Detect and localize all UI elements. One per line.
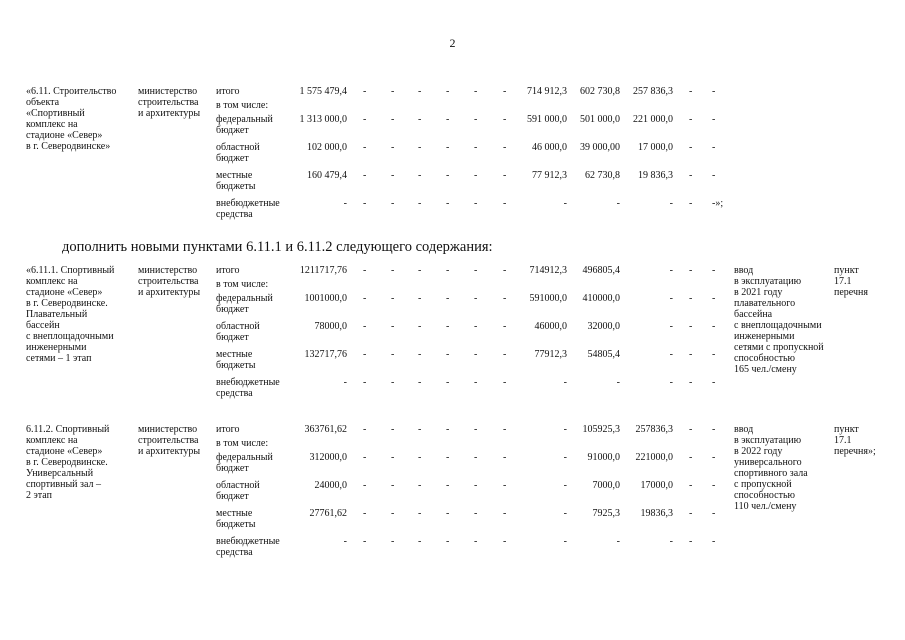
year-cell: - (446, 536, 450, 547)
item-name: бассейн (26, 320, 60, 331)
year-cell: - (689, 452, 693, 463)
year-cell: - (503, 114, 507, 125)
year-cell: - (712, 377, 716, 388)
reference: 17.1 (834, 435, 852, 446)
expected-result: спортивного зала (734, 468, 808, 479)
year-cell: - (391, 86, 395, 97)
year-cell: - (418, 198, 422, 209)
executor: и архитектуры (138, 287, 201, 298)
total-amount: 102 000,0 (307, 142, 347, 153)
expected-result: сетями с пропускной (734, 342, 824, 353)
year-cell: - (446, 321, 450, 332)
year-cell: - (363, 86, 367, 97)
expected-result: 165 чел./смену (734, 364, 797, 375)
amount-2020: 7000,0 (592, 480, 620, 491)
year-cell: - (474, 293, 478, 304)
year-cell: - (418, 377, 422, 388)
year-cell: - (363, 349, 367, 360)
item-name: «Спортивный (26, 108, 85, 119)
amount-2021: - (669, 293, 673, 304)
year-cell: - (446, 377, 450, 388)
amount-2021: 257 836,3 (633, 86, 673, 97)
year-cell: - (391, 377, 395, 388)
year-cell: - (712, 293, 716, 304)
amount-2019: - (563, 424, 567, 435)
amount-2019: 77912,3 (534, 349, 567, 360)
year-cell: - (503, 452, 507, 463)
total-amount: 312000,0 (309, 452, 347, 463)
executor: строительства (138, 97, 199, 108)
year-cell: - (712, 265, 716, 276)
item-name: Плавательный (26, 309, 88, 320)
year-cell: - (474, 321, 478, 332)
year-cell: - (712, 349, 716, 360)
year-cell: - (689, 170, 693, 181)
item-name: объекта (26, 97, 60, 108)
year-cell: - (418, 86, 422, 97)
year-cell: - (474, 170, 478, 181)
year-cell: - (503, 265, 507, 276)
year-cell: - (446, 293, 450, 304)
year-cell: -»; (712, 198, 724, 209)
funding-source: федеральный (216, 114, 273, 125)
executor: строительства (138, 276, 199, 287)
year-cell: - (712, 170, 716, 181)
amount-2020: - (616, 198, 620, 209)
executor: министерство (138, 86, 198, 97)
amount-2021: - (669, 198, 673, 209)
amount-2019: - (563, 452, 567, 463)
expected-result: плавательного (734, 298, 796, 309)
year-cell: - (689, 142, 693, 153)
year-cell: - (418, 293, 422, 304)
expected-result: в эксплуатацию (734, 435, 802, 446)
amount-2020: 501 000,0 (580, 114, 620, 125)
year-cell: - (503, 321, 507, 332)
executor: министерство (138, 265, 198, 276)
amount-2020: - (616, 536, 620, 547)
amount-2019: 591 000,0 (527, 114, 567, 125)
amount-2020: 62 730,8 (585, 170, 620, 181)
amount-2020: 91000,0 (587, 452, 620, 463)
year-cell: - (363, 170, 367, 181)
year-cell: - (418, 265, 422, 276)
year-cell: - (391, 293, 395, 304)
year-cell: - (474, 114, 478, 125)
year-cell: - (689, 349, 693, 360)
year-cell: - (391, 265, 395, 276)
amount-2019: - (563, 536, 567, 547)
total-amount: 1 575 479,4 (299, 86, 347, 97)
year-cell: - (689, 536, 693, 547)
year-cell: - (503, 349, 507, 360)
expected-result: с пропускной (734, 479, 792, 490)
year-cell: - (391, 508, 395, 519)
item-name: 6.11.2. Спортивный (26, 424, 110, 435)
total-amount: 363761,62 (304, 424, 347, 435)
year-cell: - (418, 452, 422, 463)
funding-source: бюджеты (216, 519, 256, 530)
reference: 17.1 (834, 276, 852, 287)
amount-2019: - (563, 508, 567, 519)
amount-2021: 221 000,0 (633, 114, 673, 125)
funding-source: бюджет (216, 125, 249, 136)
item-name: инженерными (26, 342, 87, 353)
total-amount: 160 479,4 (307, 170, 347, 181)
item-name: комплекс на (26, 276, 78, 287)
expected-result: в 2022 году (734, 446, 783, 457)
year-cell: - (446, 170, 450, 181)
year-cell: - (363, 321, 367, 332)
funding-source: бюджет (216, 463, 249, 474)
year-cell: - (503, 86, 507, 97)
item-name: «6.11.1. Спортивный (26, 265, 115, 276)
year-cell: - (418, 424, 422, 435)
year-cell: - (689, 377, 693, 388)
funding-source: бюджет (216, 491, 249, 502)
year-cell: - (689, 293, 693, 304)
year-cell: - (503, 424, 507, 435)
funding-source: областной (216, 480, 260, 491)
year-cell: - (689, 198, 693, 209)
year-cell: - (474, 480, 478, 491)
funding-source: в том числе: (216, 100, 269, 111)
year-cell: - (391, 142, 395, 153)
year-cell: - (712, 86, 716, 97)
year-cell: - (503, 142, 507, 153)
year-cell: - (418, 349, 422, 360)
year-cell: - (712, 114, 716, 125)
year-cell: - (363, 265, 367, 276)
year-cell: - (474, 349, 478, 360)
year-cell: - (474, 198, 478, 209)
year-cell: - (474, 377, 478, 388)
amount-2020: 7925,3 (592, 508, 620, 519)
year-cell: - (503, 536, 507, 547)
year-cell: - (712, 480, 716, 491)
amount-2021: 17 000,0 (638, 142, 673, 153)
year-cell: - (363, 198, 367, 209)
total-amount: 1001000,0 (304, 293, 347, 304)
amount-2020: 410000,0 (582, 293, 620, 304)
year-cell: - (418, 508, 422, 519)
funding-source: средства (216, 209, 253, 220)
year-cell: - (689, 114, 693, 125)
amount-2020: 32000,0 (587, 321, 620, 332)
total-amount: 1211717,76 (299, 265, 347, 276)
year-cell: - (418, 480, 422, 491)
total-amount: 132717,76 (304, 349, 347, 360)
expected-result: с внеплощадочными (734, 320, 822, 331)
year-cell: - (363, 452, 367, 463)
funding-source: внебюджетные (216, 377, 280, 388)
funding-source: федеральный (216, 293, 273, 304)
expected-result: ввод (734, 424, 754, 435)
year-cell: - (503, 480, 507, 491)
funding-source: итого (216, 265, 240, 276)
item-name: в г. Северодвинске» (26, 141, 111, 152)
year-cell: - (712, 536, 716, 547)
amount-2021: - (669, 321, 673, 332)
total-amount: - (343, 536, 347, 547)
year-cell: - (391, 321, 395, 332)
year-cell: - (391, 480, 395, 491)
item-name: в г. Северодвинске. (26, 298, 108, 309)
executor: и архитектуры (138, 446, 201, 457)
year-cell: - (391, 170, 395, 181)
executor: строительства (138, 435, 199, 446)
amount-2021: - (669, 265, 673, 276)
item-name: комплекс на (26, 119, 78, 130)
year-cell: - (503, 377, 507, 388)
year-cell: - (363, 142, 367, 153)
reference: перечня (834, 287, 868, 298)
expected-result: универсального (734, 457, 802, 468)
year-cell: - (503, 293, 507, 304)
year-cell: - (391, 114, 395, 125)
funding-source: бюджет (216, 332, 249, 343)
year-cell: - (418, 114, 422, 125)
item-name: в г. Северодвинске. (26, 457, 108, 468)
year-cell: - (446, 198, 450, 209)
year-cell: - (391, 198, 395, 209)
year-cell: - (446, 86, 450, 97)
total-amount: 24000,0 (314, 480, 347, 491)
year-cell: - (363, 293, 367, 304)
funding-source: бюджет (216, 304, 249, 315)
funding-source: бюджеты (216, 360, 256, 371)
funding-source: средства (216, 547, 253, 558)
amendment-heading: дополнить новыми пунктами 6.11.1 и 6.11.2 следующего содержания: (62, 239, 493, 255)
amount-2021: - (669, 377, 673, 388)
year-cell: - (689, 321, 693, 332)
year-cell: - (689, 480, 693, 491)
funding-source: внебюджетные (216, 198, 280, 209)
year-cell: - (474, 86, 478, 97)
funding-source: областной (216, 142, 260, 153)
funding-source: итого (216, 86, 240, 97)
amount-2019: 77 912,3 (532, 170, 567, 181)
funding-source: в том числе: (216, 438, 269, 449)
year-cell: - (391, 452, 395, 463)
funding-source: федеральный (216, 452, 273, 463)
item-name: спортивный зал – (26, 479, 101, 490)
amount-2020: 39 000,00 (580, 142, 620, 153)
funding-source: в том числе: (216, 279, 269, 290)
item-name: Универсальный (26, 468, 94, 479)
executor: и архитектуры (138, 108, 201, 119)
reference: пункт (834, 424, 859, 435)
year-cell: - (446, 349, 450, 360)
amount-2020: 54805,4 (587, 349, 620, 360)
amount-2020: 602 730,8 (580, 86, 620, 97)
amount-2019: - (563, 480, 567, 491)
year-cell: - (446, 452, 450, 463)
year-cell: - (712, 424, 716, 435)
year-cell: - (474, 142, 478, 153)
amount-2019: 46000,0 (534, 321, 567, 332)
expected-result: 110 чел./смену (734, 501, 797, 512)
year-cell: - (712, 452, 716, 463)
amount-2019: 591000,0 (529, 293, 567, 304)
year-cell: - (446, 114, 450, 125)
funding-source: бюджет (216, 153, 249, 164)
year-cell: - (712, 142, 716, 153)
amount-2019: 714 912,3 (527, 86, 567, 97)
reference: перечня»; (834, 446, 876, 457)
expected-result: способностью (734, 490, 796, 501)
total-amount: 78000,0 (314, 321, 347, 332)
total-amount: 27761,62 (309, 508, 347, 519)
funding-source: бюджеты (216, 181, 256, 192)
year-cell: - (446, 265, 450, 276)
amount-2019: - (563, 377, 567, 388)
year-cell: - (418, 170, 422, 181)
funding-source: местные (216, 170, 253, 181)
year-cell: - (418, 321, 422, 332)
page-number: 2 (449, 36, 456, 50)
year-cell: - (503, 198, 507, 209)
year-cell: - (363, 480, 367, 491)
funding-source: местные (216, 508, 253, 519)
year-cell: - (446, 142, 450, 153)
year-cell: - (446, 508, 450, 519)
year-cell: - (474, 265, 478, 276)
funding-source: внебюджетные (216, 536, 280, 547)
item-name: комплекс на (26, 435, 78, 446)
amount-2021: - (669, 349, 673, 360)
total-amount: 1 313 000,0 (299, 114, 347, 125)
year-cell: - (689, 424, 693, 435)
funding-source: итого (216, 424, 240, 435)
amount-2019: 714912,3 (529, 265, 567, 276)
item-name: стадионе «Север» (26, 287, 103, 298)
year-cell: - (418, 536, 422, 547)
reference: пункт (834, 265, 859, 276)
expected-result: инженерными (734, 331, 795, 342)
expected-result: бассейна (734, 309, 773, 320)
year-cell: - (474, 452, 478, 463)
year-cell: - (363, 114, 367, 125)
amount-2021: 19 836,3 (638, 170, 673, 181)
year-cell: - (418, 142, 422, 153)
expected-result: в 2021 году (734, 287, 783, 298)
year-cell: - (391, 536, 395, 547)
year-cell: - (712, 321, 716, 332)
amount-2021: 221000,0 (635, 452, 673, 463)
year-cell: - (446, 480, 450, 491)
year-cell: - (503, 170, 507, 181)
year-cell: - (689, 86, 693, 97)
amount-2020: 496805,4 (582, 265, 620, 276)
amount-2019: - (563, 198, 567, 209)
year-cell: - (363, 424, 367, 435)
item-name: «6.11. Строительство (26, 86, 117, 97)
year-cell: - (391, 424, 395, 435)
amount-2021: - (669, 536, 673, 547)
item-name: сетями – 1 этап (26, 353, 92, 364)
item-name: 2 этап (26, 490, 52, 501)
funding-source: областной (216, 321, 260, 332)
executor: министерство (138, 424, 198, 435)
funding-source: местные (216, 349, 253, 360)
amount-2021: 19836,3 (640, 508, 673, 519)
item-name: стадионе «Север» (26, 446, 103, 457)
amount-2021: 257836,3 (635, 424, 673, 435)
expected-result: ввод (734, 265, 754, 276)
item-name: стадионе «Север» (26, 130, 103, 141)
funding-source: средства (216, 388, 253, 399)
year-cell: - (363, 377, 367, 388)
year-cell: - (689, 265, 693, 276)
item-name: с внеплощадочными (26, 331, 114, 342)
year-cell: - (363, 508, 367, 519)
year-cell: - (474, 508, 478, 519)
year-cell: - (474, 424, 478, 435)
year-cell: - (474, 536, 478, 547)
year-cell: - (446, 424, 450, 435)
year-cell: - (503, 508, 507, 519)
amount-2021: 17000,0 (640, 480, 673, 491)
expected-result: в эксплуатацию (734, 276, 802, 287)
amount-2019: 46 000,0 (532, 142, 567, 153)
amount-2020: 105925,3 (582, 424, 620, 435)
amount-2020: - (616, 377, 620, 388)
year-cell: - (712, 508, 716, 519)
total-amount: - (343, 377, 347, 388)
year-cell: - (689, 508, 693, 519)
year-cell: - (363, 536, 367, 547)
year-cell: - (391, 349, 395, 360)
expected-result: способностью (734, 353, 796, 364)
total-amount: - (343, 198, 347, 209)
